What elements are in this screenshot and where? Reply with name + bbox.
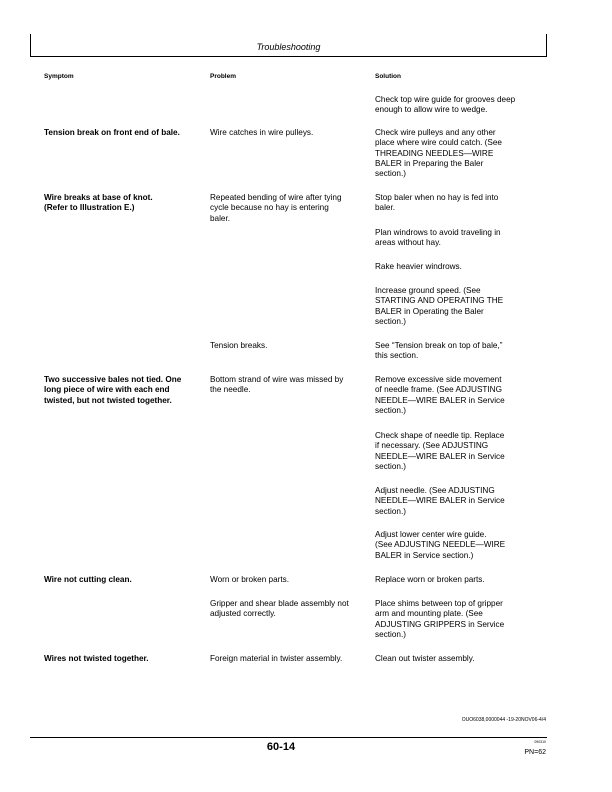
column-header-symptom: Symptom	[44, 73, 74, 80]
solution-remove-side-movement: Remove excessive side movement of needle frame. (See ADJUSTING NEEDLE—WIRE BALER in Service section.)	[375, 375, 505, 415]
solution-increase-ground-speed: Increase ground speed. (See STARTING AND OPERATING THE BALER in Operating the Baler section.)	[375, 286, 504, 326]
page-title: Troubleshooting	[256, 42, 321, 52]
solution-clean-twister: Clean out twister assembly.	[375, 654, 475, 663]
column-header-solution: Solution	[375, 73, 401, 80]
page-number: 60-14	[266, 741, 296, 753]
symptom-wire-breaks-base-of-knot: Wire breaks at base of knot. (Refer to Illustration E.)	[44, 193, 153, 213]
solution-rake-heavier: Rake heavier windrows.	[375, 262, 462, 271]
solution-check-wire-pulleys: Check wire pulleys and any other place where wire could catch. (See THREADING NEEDLES—WIRE BALER in Preparing the Baler section.)	[375, 128, 502, 179]
problem-repeated-bending: Repeated bending of wire after tying cycle because no hay is entering baler.	[210, 193, 342, 223]
symptom-wire-not-cutting: Wire not cutting clean.	[44, 575, 132, 584]
solution-stop-baler: Stop baler when no hay is fed into baler.	[375, 193, 499, 213]
pn-label: PN=62	[524, 749, 546, 756]
symptom-two-bales-not-tied: Two successive bales not tied. One long piece of wire with each end twisted, but not twisted together.	[44, 375, 182, 405]
footer-divider	[30, 737, 547, 738]
solution-adjust-wire-guide: Adjust lower center wire guide. (See ADJUSTING NEEDLE—WIRE BALER in Service section.)	[375, 530, 506, 560]
header-frame-right	[546, 34, 547, 56]
problem-worn-parts: Worn or broken parts.	[210, 575, 290, 584]
header-divider	[30, 56, 547, 57]
solution-plan-windrows: Plan windrows to avoid traveling in areas without hay.	[375, 228, 501, 248]
solution-check-needle-tip: Check shape of needle tip. Replace if necessary. (See ADJUSTING NEEDLE—WIRE BALER in Service section.)	[375, 431, 505, 471]
problem-tension-breaks: Tension breaks.	[210, 341, 268, 350]
symptom-wires-not-twisted: Wires not twisted together.	[44, 654, 149, 663]
solution-adjust-needle: Adjust needle. (See ADJUSTING NEEDLE—WIRE BALER in Service section.)	[375, 486, 505, 516]
solution-replace-parts: Replace worn or broken parts.	[375, 575, 485, 584]
solution-top-wire-guide: Check top wire guide for grooves deep enough to allow wire to wedge.	[375, 95, 516, 115]
problem-bottom-strand-missed: Bottom strand of wire was missed by the needle.	[210, 375, 344, 395]
problem-gripper-shear-blade: Gripper and shear blade assembly not adjusted correctly.	[210, 599, 349, 619]
symptom-tension-break-front: Tension break on front end of bale.	[44, 128, 180, 137]
reference-code: OUO6038,0000044 -19-20NOV06-4/4	[461, 717, 546, 723]
solution-place-shims: Place shims between top of gripper arm and mounting plate. (See ADJUSTING GRIPPERS in Service section.)	[375, 599, 505, 639]
column-header-problem: Problem	[210, 73, 237, 80]
problem-foreign-material: Foreign material in twister assembly.	[210, 654, 343, 663]
print-code: 090310	[534, 740, 546, 744]
problem-wire-catches: Wire catches in wire pulleys.	[210, 128, 314, 137]
solution-see-tension-break: See “Tension break on top of bale,” this section.	[375, 341, 503, 361]
